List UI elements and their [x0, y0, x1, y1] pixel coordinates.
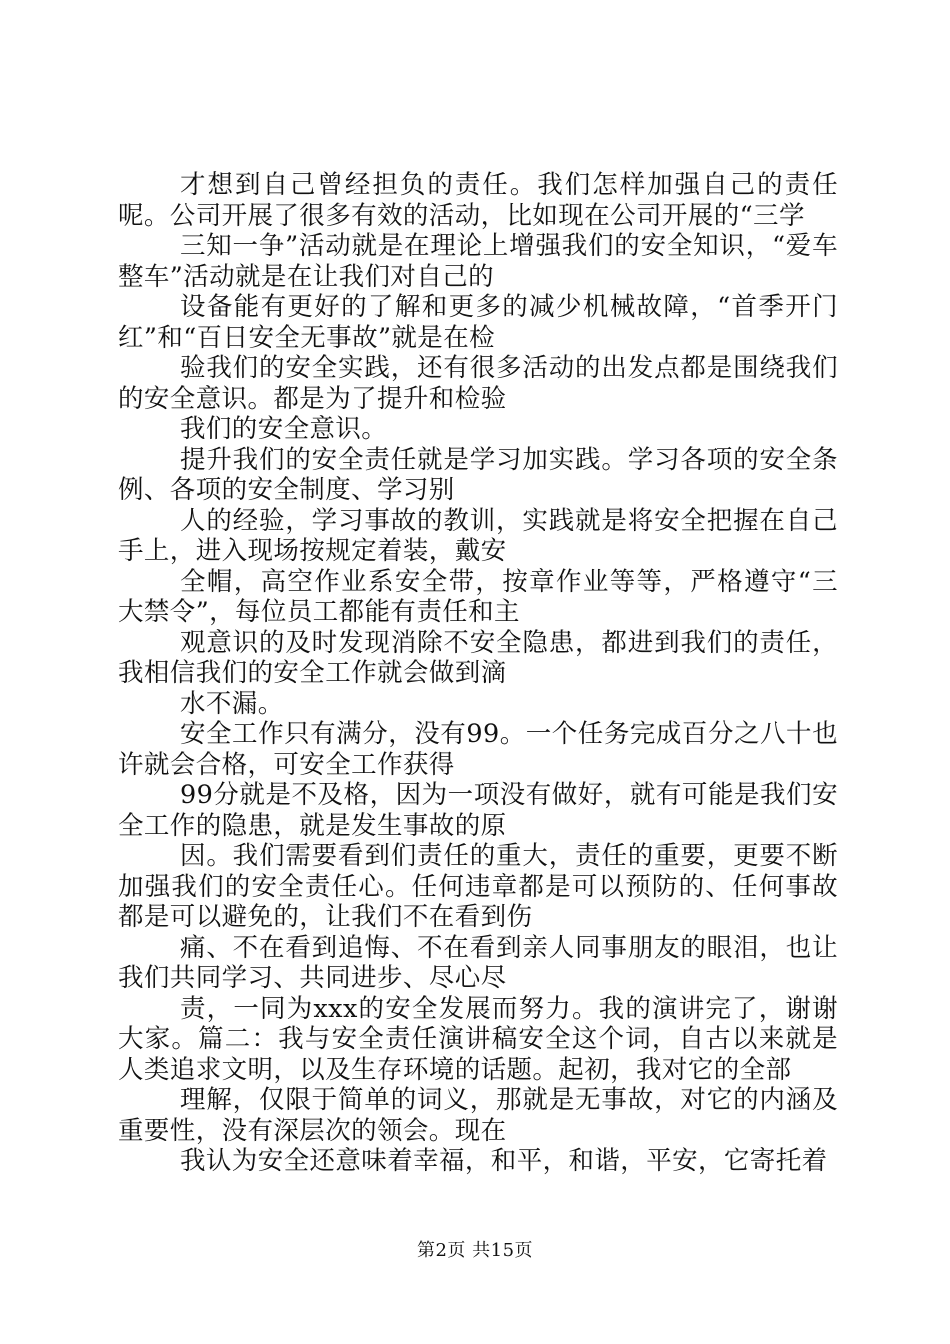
paragraph: 提升我们的安全责任就是学习加实践。学习各项的安全条例、各项的安全制度、学习别 — [118, 444, 838, 505]
paragraph: 才想到自己曾经担负的责任。我们怎样加强自己的责任呢。公司开展了很多有效的活动，比如现在公司开展的“三学 — [118, 170, 838, 231]
paragraph: 观意识的及时发现消除不安全隐患，都进到我们的责任，我相信我们的安全工作就会做到滴 — [118, 627, 838, 688]
paragraph: 验我们的安全实践，还有很多活动的出发点都是围绕我们的安全意识。都是为了提升和检验 — [118, 353, 838, 414]
paragraph: 因。我们需要看到们责任的重大，责任的重要，更要不断加强我们的安全责任心。任何违章都是可以预防的、任何事故都是可以避免的，让我们不在看到伤 — [118, 841, 838, 932]
paragraph: 痛、不在看到追悔、不在看到亲人同事朋友的眼泪，也让我们共同学习、共同进步、尽心尽 — [118, 932, 838, 993]
paragraph: 我认为安全还意味着幸福，和平，和谐，平安，它寄托着 — [180, 1146, 828, 1176]
paragraph: 水不漏。 — [180, 688, 284, 719]
paragraph: 三知一争”活动就是在理论上增强我们的安全知识，“爱车整车”活动就是在让我们对自己的 — [118, 231, 838, 292]
paragraph: 理解，仅限于简单的词义，那就是无事故，对它的内涵及重要性，没有深层次的领会。现在 — [118, 1085, 838, 1146]
page-footer: 第2页 共15页 — [416, 1240, 534, 1261]
document-body — [118, 170, 838, 1177]
paragraph: 全帽，高空作业系安全带，按章作业等等，严格遵守“三大禁令”，每位员工都能有责任和主 — [118, 566, 838, 627]
paragraph: 99分就是不及格，因为一项没有做好，就有可能是我们安全工作的隐患，就是发生事故的原 — [118, 780, 838, 841]
paragraph: 安全工作只有满分，没有99。一个任务完成百分之八十也许就会合格，可安全工作获得 — [118, 719, 838, 780]
paragraph: 责，一同为xxx的安全发展而努力。我的演讲完了，谢谢大家。篇二：我与安全责任演讲稿安全这个词，自古以来就是人类追求文明，以及生存环境的话题。起初，我对它的全部 — [118, 993, 838, 1085]
paragraph: 我们的安全意识。 — [180, 414, 388, 444]
paragraph: 人的经验，学习事故的教训，实践就是将安全把握在自己手上，进入现场按规定着装，戴安 — [118, 505, 838, 566]
paragraph: 设备能有更好的了解和更多的减少机械故障，“首季开门红”和“百日安全无事故”就是在检 — [118, 292, 838, 353]
